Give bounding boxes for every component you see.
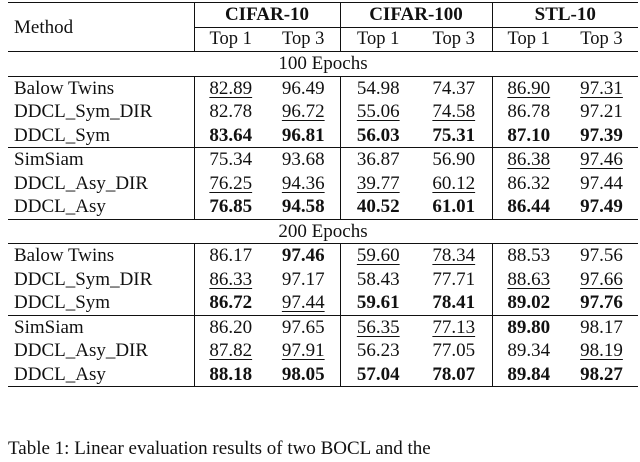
score-value: 97.44 bbox=[580, 172, 623, 194]
group-header-cifar10: CIFAR-10 bbox=[194, 3, 340, 28]
score-value: 96.49 bbox=[281, 77, 325, 99]
score-cell bbox=[565, 195, 638, 219]
score-value: 96.81 bbox=[281, 124, 325, 146]
score-cell bbox=[340, 76, 416, 100]
score-value: 78.07 bbox=[432, 363, 476, 385]
score-value: 86.17 bbox=[209, 245, 253, 267]
score-cell bbox=[565, 172, 638, 196]
score-value: 97.46 bbox=[281, 245, 325, 267]
subheader-top1: Top 1 bbox=[357, 28, 400, 49]
score-cell bbox=[340, 244, 416, 268]
score-cell bbox=[267, 148, 340, 172]
score-cell bbox=[340, 148, 416, 172]
score-cell bbox=[492, 148, 565, 172]
subheader-top3: Top 3 bbox=[267, 27, 340, 52]
table-row bbox=[8, 291, 638, 315]
group-header-stl10: STL-10 bbox=[492, 3, 638, 28]
score-value: 97.65 bbox=[281, 316, 325, 338]
score-cell bbox=[267, 291, 340, 315]
score-cell bbox=[492, 172, 565, 196]
score-value: 87.82 bbox=[209, 340, 253, 362]
score-value: 97.91 bbox=[281, 340, 325, 362]
method-name: DDCL_Sym bbox=[8, 291, 194, 315]
score-value: 59.60 bbox=[356, 245, 400, 267]
score-value: 94.36 bbox=[281, 172, 325, 194]
score-value: 86.78 bbox=[507, 101, 551, 123]
results-table-body bbox=[8, 52, 638, 387]
score-cell bbox=[194, 339, 267, 363]
subheader-top3: Top 3 bbox=[580, 28, 623, 49]
score-cell bbox=[416, 124, 492, 148]
table-row bbox=[8, 100, 638, 124]
score-cell bbox=[194, 268, 267, 292]
score-value: 88.18 bbox=[209, 363, 253, 385]
score-value: 97.21 bbox=[580, 101, 623, 123]
score-cell bbox=[194, 244, 267, 268]
score-value: 97.39 bbox=[580, 124, 623, 146]
score-cell bbox=[340, 100, 416, 124]
score-cell bbox=[194, 124, 267, 148]
method-name: DDCL_Asy bbox=[8, 363, 194, 387]
method-name: Balow Twins bbox=[8, 244, 194, 268]
group-header-cifar100: CIFAR-100 bbox=[340, 3, 492, 28]
score-value: 89.02 bbox=[507, 292, 551, 314]
score-cell bbox=[194, 148, 267, 172]
score-value: 54.98 bbox=[356, 77, 400, 99]
score-cell bbox=[194, 291, 267, 315]
table-row bbox=[8, 195, 638, 219]
score-cell bbox=[340, 172, 416, 196]
score-cell bbox=[194, 100, 267, 124]
score-cell bbox=[492, 363, 565, 387]
score-value: 86.32 bbox=[507, 172, 551, 194]
method-name: SimSiam bbox=[8, 315, 194, 339]
score-cell bbox=[267, 315, 340, 339]
score-value: 56.03 bbox=[356, 124, 400, 146]
method-name: DDCL_Sym bbox=[8, 124, 194, 148]
score-value: 75.31 bbox=[432, 124, 476, 146]
method-name: DDCL_Asy_DIR bbox=[8, 172, 194, 196]
score-value: 97.17 bbox=[281, 268, 325, 290]
score-value: 88.53 bbox=[507, 245, 551, 267]
score-value: 82.78 bbox=[209, 101, 253, 123]
subheader-top1: Top 1 bbox=[507, 28, 550, 49]
score-value: 75.34 bbox=[209, 149, 253, 171]
score-cell bbox=[416, 76, 492, 100]
score-cell bbox=[340, 124, 416, 148]
table-row bbox=[8, 172, 638, 196]
score-cell bbox=[267, 124, 340, 148]
score-value: 97.66 bbox=[580, 268, 623, 290]
score-cell bbox=[340, 315, 416, 339]
score-cell bbox=[565, 291, 638, 315]
results-table bbox=[8, 2, 638, 387]
score-cell bbox=[565, 148, 638, 172]
score-value: 56.90 bbox=[432, 149, 476, 171]
score-value: 59.61 bbox=[356, 292, 400, 314]
score-value: 89.80 bbox=[507, 316, 551, 338]
score-cell bbox=[492, 100, 565, 124]
method-name: SimSiam bbox=[8, 148, 194, 172]
score-cell bbox=[565, 339, 638, 363]
score-cell bbox=[416, 291, 492, 315]
results-table-container bbox=[8, 2, 638, 387]
score-value: 74.58 bbox=[432, 101, 476, 123]
score-value: 97.49 bbox=[580, 196, 623, 218]
score-cell bbox=[416, 268, 492, 292]
score-value: 77.05 bbox=[432, 340, 476, 362]
score-cell bbox=[565, 315, 638, 339]
score-value: 55.06 bbox=[356, 101, 400, 123]
score-cell bbox=[194, 76, 267, 100]
score-cell bbox=[492, 268, 565, 292]
score-cell bbox=[194, 315, 267, 339]
score-cell bbox=[267, 76, 340, 100]
table-caption: Table 1: Linear evaluation results of two BOCL and the bbox=[8, 438, 431, 459]
table-row bbox=[8, 363, 638, 387]
score-value: 76.25 bbox=[209, 172, 253, 194]
score-value: 61.01 bbox=[432, 196, 476, 218]
score-cell bbox=[267, 195, 340, 219]
method-name: DDCL_Sym_DIR bbox=[8, 268, 194, 292]
score-cell bbox=[340, 339, 416, 363]
score-cell bbox=[267, 244, 340, 268]
section-label: 100 Epochs bbox=[278, 53, 368, 75]
score-value: 86.33 bbox=[209, 268, 253, 290]
score-value: 86.72 bbox=[209, 292, 253, 314]
score-value: 56.35 bbox=[356, 316, 400, 338]
score-cell bbox=[267, 100, 340, 124]
score-cell bbox=[416, 195, 492, 219]
score-cell bbox=[416, 339, 492, 363]
score-value: 86.90 bbox=[507, 77, 551, 99]
score-value: 56.23 bbox=[356, 340, 400, 362]
score-cell bbox=[492, 76, 565, 100]
score-value: 78.34 bbox=[432, 245, 476, 267]
subheader-top3: Top 3 bbox=[416, 27, 492, 52]
table-row bbox=[8, 315, 638, 339]
table-row bbox=[8, 244, 638, 268]
score-cell bbox=[267, 172, 340, 196]
table-row bbox=[8, 76, 638, 100]
score-value: 87.10 bbox=[507, 124, 551, 146]
score-value: 97.44 bbox=[281, 292, 325, 314]
score-cell bbox=[416, 315, 492, 339]
score-cell bbox=[416, 148, 492, 172]
score-cell bbox=[194, 363, 267, 387]
table-row bbox=[8, 268, 638, 292]
score-value: 97.46 bbox=[580, 149, 623, 171]
score-cell bbox=[416, 100, 492, 124]
score-value: 97.76 bbox=[580, 292, 623, 314]
score-value: 96.72 bbox=[281, 101, 325, 123]
score-value: 83.64 bbox=[209, 124, 253, 146]
score-cell bbox=[416, 172, 492, 196]
score-cell bbox=[267, 339, 340, 363]
score-value: 86.20 bbox=[209, 316, 253, 338]
score-cell bbox=[492, 244, 565, 268]
score-value: 86.44 bbox=[507, 196, 551, 218]
score-value: 86.38 bbox=[507, 149, 551, 171]
score-cell bbox=[492, 315, 565, 339]
method-name: DDCL_Asy_DIR bbox=[8, 339, 194, 363]
score-value: 77.13 bbox=[432, 316, 476, 338]
score-cell bbox=[267, 363, 340, 387]
score-value: 57.04 bbox=[356, 363, 400, 385]
score-value: 98.19 bbox=[580, 340, 623, 362]
score-cell bbox=[340, 363, 416, 387]
score-value: 36.87 bbox=[356, 149, 400, 171]
score-value: 89.34 bbox=[507, 340, 551, 362]
score-value: 77.71 bbox=[432, 268, 476, 290]
score-cell bbox=[492, 339, 565, 363]
score-value: 76.85 bbox=[209, 196, 253, 218]
score-cell bbox=[492, 124, 565, 148]
score-value: 40.52 bbox=[356, 196, 400, 218]
score-cell bbox=[565, 100, 638, 124]
score-cell bbox=[340, 195, 416, 219]
score-cell bbox=[492, 291, 565, 315]
score-value: 58.43 bbox=[356, 268, 400, 290]
score-value: 98.17 bbox=[580, 316, 623, 338]
table-row bbox=[8, 124, 638, 148]
score-cell bbox=[492, 195, 565, 219]
score-cell bbox=[416, 363, 492, 387]
score-cell bbox=[267, 268, 340, 292]
table-row bbox=[8, 148, 638, 172]
score-value: 88.63 bbox=[507, 268, 551, 290]
score-cell bbox=[565, 244, 638, 268]
score-cell bbox=[565, 268, 638, 292]
score-value: 97.56 bbox=[580, 245, 623, 267]
score-cell bbox=[565, 76, 638, 100]
score-cell bbox=[416, 244, 492, 268]
score-value: 82.89 bbox=[209, 77, 253, 99]
score-value: 89.84 bbox=[507, 363, 551, 385]
method-name: DDCL_Asy bbox=[8, 195, 194, 219]
score-value: 97.31 bbox=[580, 77, 623, 99]
table-row bbox=[8, 339, 638, 363]
score-cell bbox=[194, 172, 267, 196]
score-value: 98.05 bbox=[281, 363, 325, 385]
score-cell bbox=[565, 363, 638, 387]
score-value: 39.77 bbox=[356, 172, 400, 194]
score-cell bbox=[340, 268, 416, 292]
method-column-header: Method bbox=[8, 3, 194, 52]
score-value: 94.58 bbox=[281, 196, 325, 218]
score-cell bbox=[340, 291, 416, 315]
score-value: 98.27 bbox=[580, 363, 623, 385]
score-value: 93.68 bbox=[281, 149, 325, 171]
subheader-top1: Top 1 bbox=[209, 28, 252, 49]
method-name: DDCL_Sym_DIR bbox=[8, 100, 194, 124]
score-value: 74.37 bbox=[432, 77, 476, 99]
score-cell bbox=[194, 195, 267, 219]
score-cell bbox=[565, 124, 638, 148]
score-value: 60.12 bbox=[432, 172, 476, 194]
method-name: Balow Twins bbox=[8, 76, 194, 100]
score-value: 78.41 bbox=[432, 292, 476, 314]
section-label: 200 Epochs bbox=[278, 220, 368, 242]
